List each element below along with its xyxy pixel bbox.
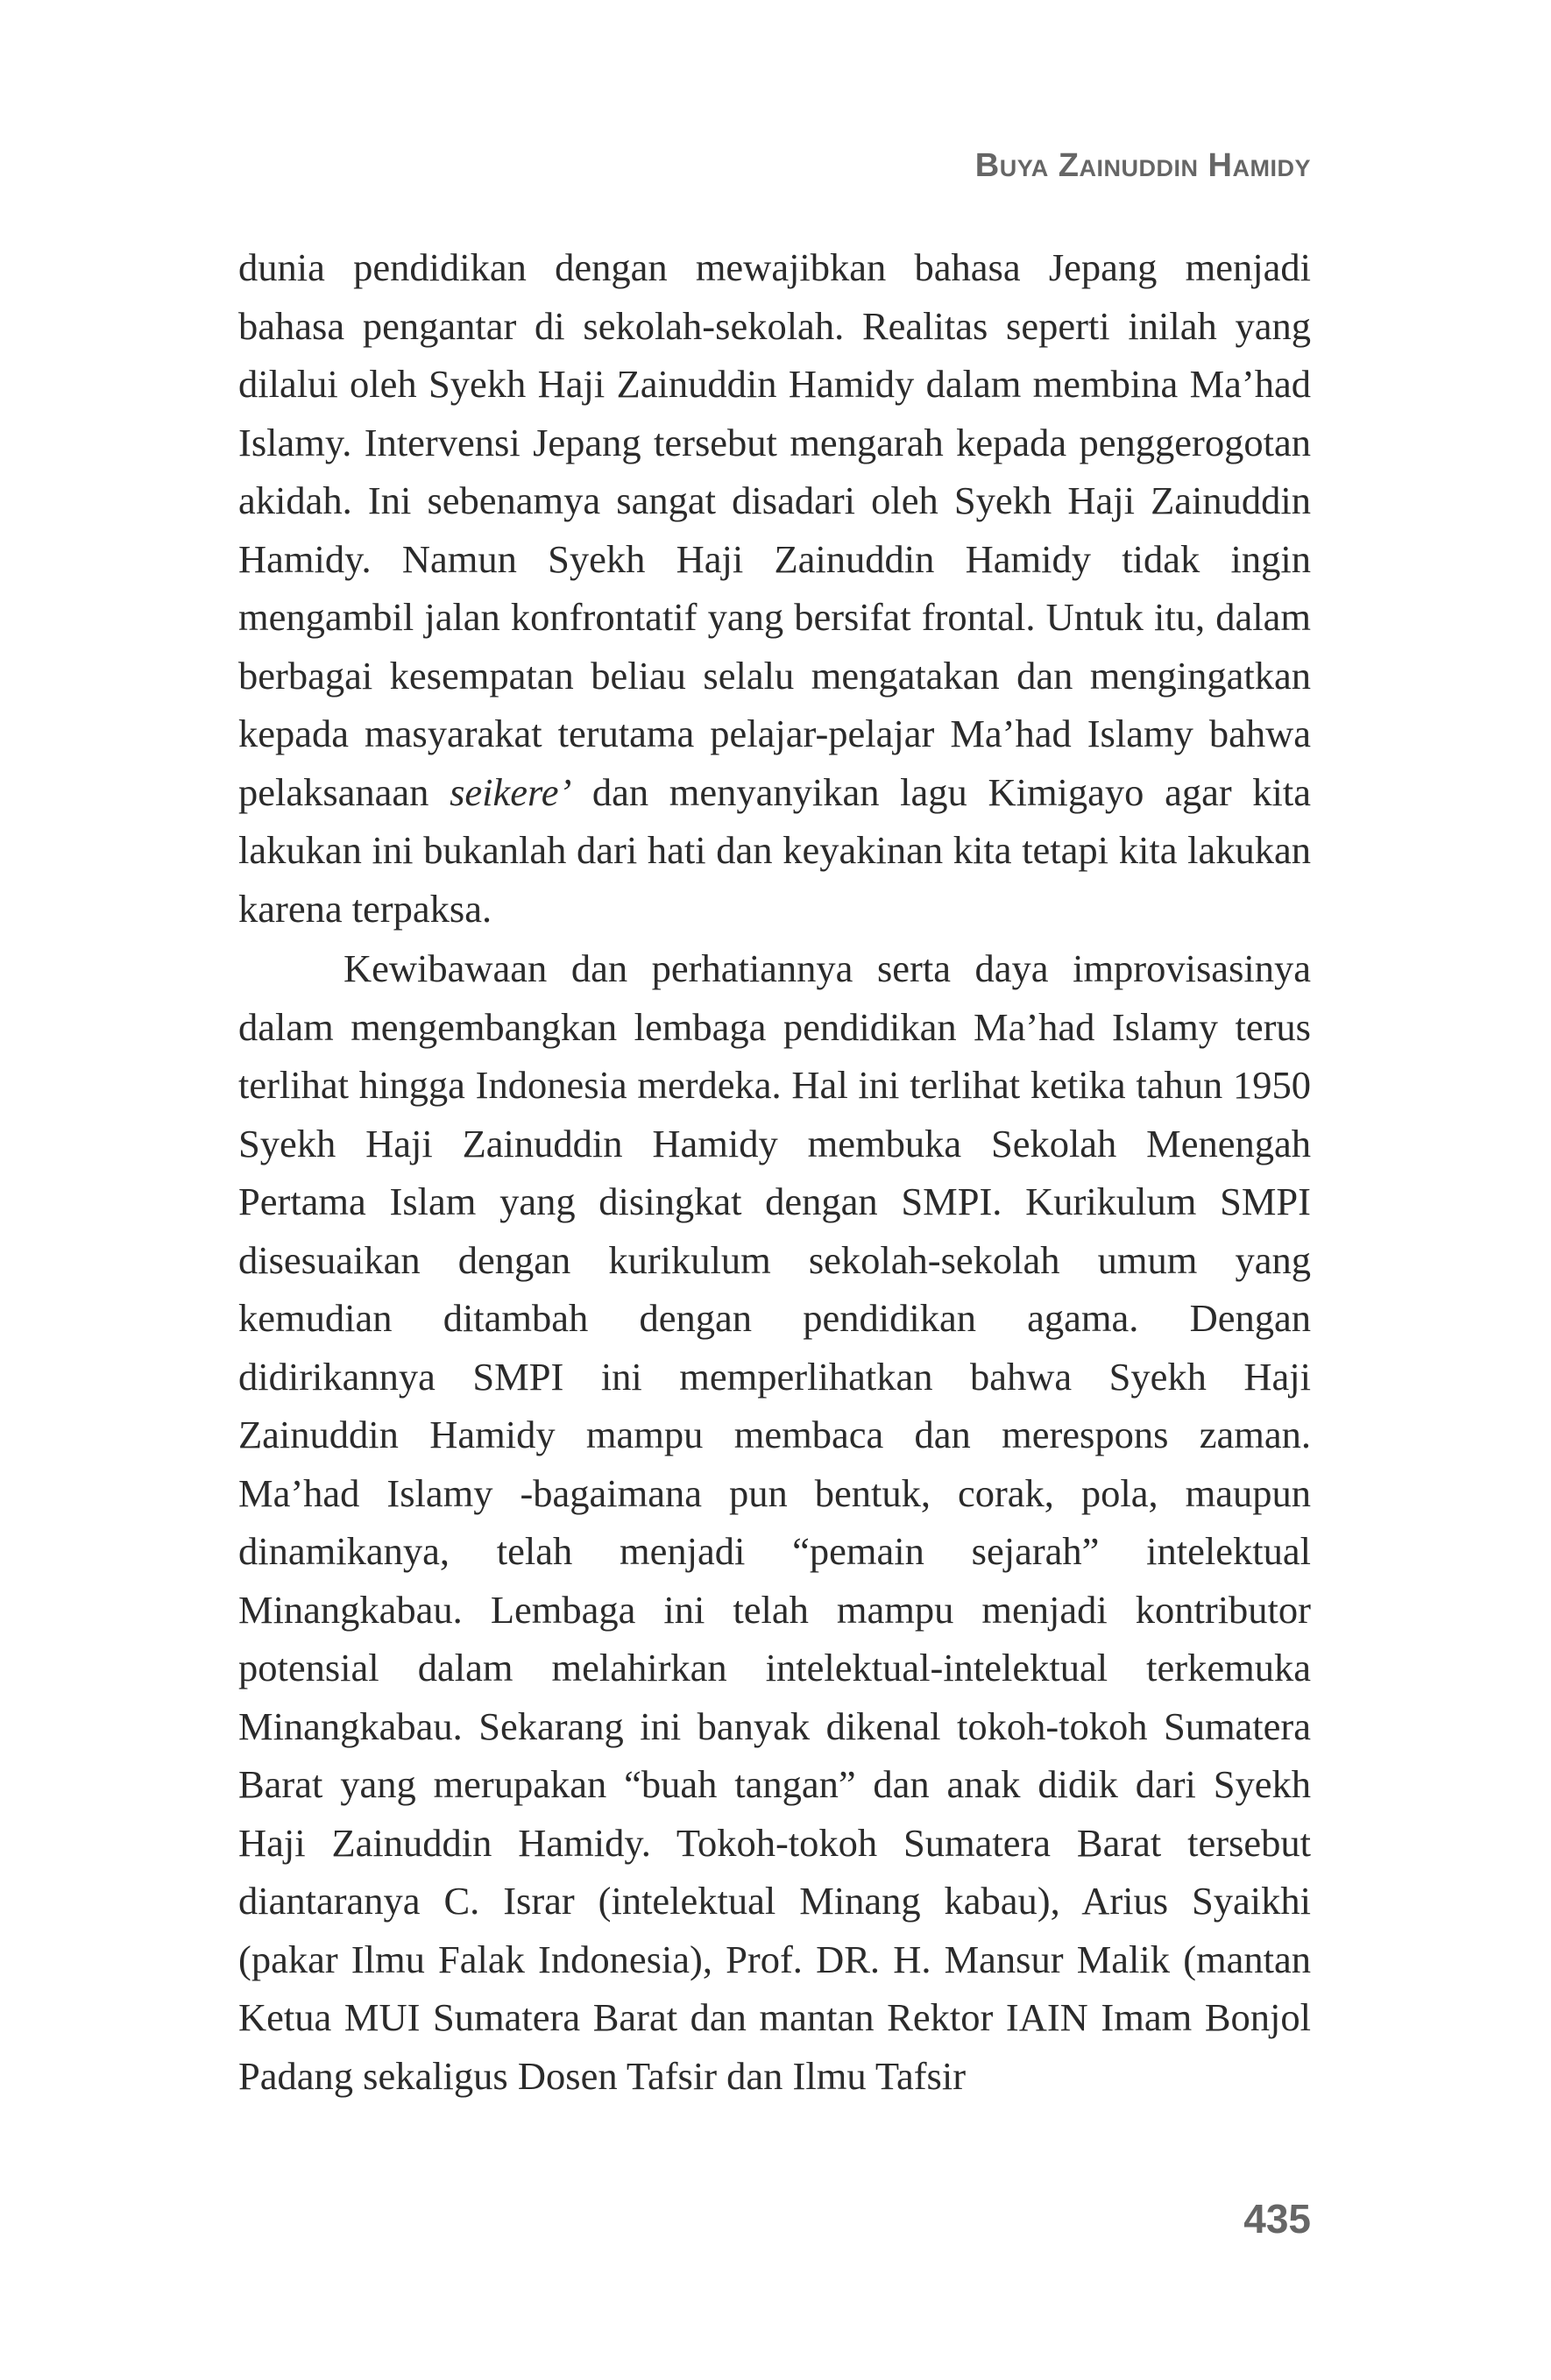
paragraph-1 bbox=[238, 238, 1311, 938]
paragraph-1-text-a: dunia pendidikan dengan mewajibkan bahasa Jepang menjadi bahasa pengantar di sekolah-sekolah. Realitas seperti inilah yang dilalui oleh Syekh Haji Zainuddin Hamidy dalam membina Ma’had Islamy. Intervensi Jepang tersebut mengarah kepada penggerogotan akidah. Ini sebenamya sangat disadari oleh Syekh Haji Zainuddin Hamidy. Namun Syekh Haji Zainuddin Hamidy tidak ingin mengambil jalan konfrontatif yang bersifat frontal. Untuk itu, dalam berbagai kesempatan beliau selalu mengatakan dan mengingatkan kepada masyarakat terutama pelajar-pelajar Ma’had Islamy bahwa pelaksanaan bbox=[238, 245, 1311, 814]
paragraph-2: Kewibawaan dan perhatiannya serta daya improvisasinya dalam mengembangkan lembaga pendidikan Ma’had Islamy terus terlihat hingga Indonesia merdeka. Hal ini terlihat ketika tahun 1950 Syekh Haji Zainuddin Hamidy membuka Sekolah Menengah Pertama Islam yang disingkat dengan SMPI. Kurikulum SMPI disesuaikan dengan kurikulum sekolah-sekolah umum yang kemudian ditambah dengan pendidikan agama. Dengan didirikannya SMPI ini memperlihatkan bahwa Syekh Haji Zainuddin Hamidy mampu membaca dan merespons zaman. Ma’had Islamy -bagaimana pun bentuk, corak, pola, maupun dinamikanya, telah menjadi “pemain sejarah” intelektual Minangkabau. Lembaga ini telah mampu menjadi kontributor potensial dalam melahirkan intelektual-intelektual terkemuka Minangkabau. Sekarang ini banyak dikenal tokoh-tokoh Sumatera Barat yang merupakan “buah tangan” dan anak didik dari Syekh Haji Zainuddin Hamidy. Tokoh-tokoh Sumatera Barat tersebut diantaranya C. Israr (intelektual Minang kabau), Arius Syaikhi (pakar Ilmu Falak Indonesia), Prof. DR. H. Mansur Malik (mantan Ketua MUI Sumatera Barat dan mantan Rektor IAIN Imam Bonjol Padang sekaligus Dosen Tafsir dan Ilmu Tafsir bbox=[238, 946, 1311, 2098]
running-header-title: Buya Zainuddin Hamidy bbox=[974, 147, 1311, 184]
body-text bbox=[238, 238, 1311, 2105]
italic-term-seikere: seikere’ bbox=[450, 769, 572, 814]
page-number: 435 bbox=[1243, 2196, 1311, 2242]
paragraph-1-text-b: dan menyanyikan lagu Kimigayo agar kita lakukan ini bukanlah dari hati dan keyakinan kita tetapi kita lakukan karena terpaksa. bbox=[238, 769, 1312, 931]
